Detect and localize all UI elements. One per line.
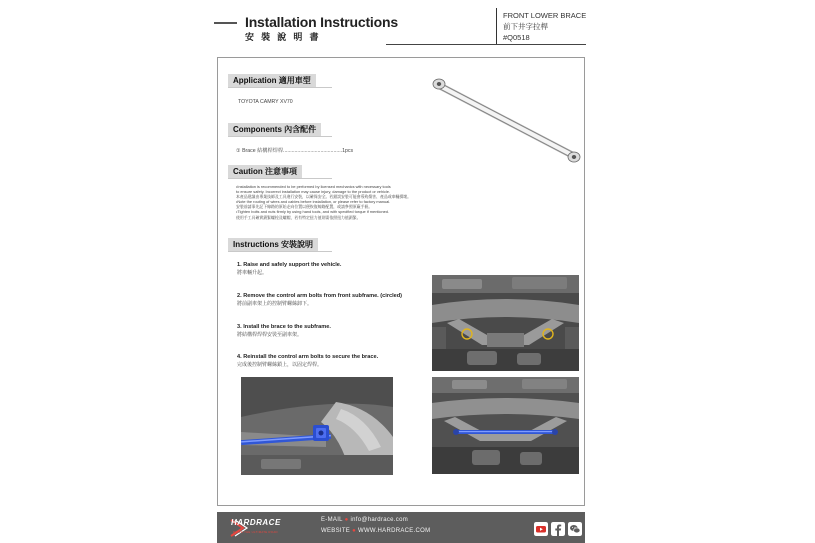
instructions-heading-zh: 安裝說明 xyxy=(281,239,314,249)
website-line: WEBSITE ● WWW.HARDRACE.COM xyxy=(321,528,431,534)
product-name-zh: 前下井字拉桿 xyxy=(503,22,548,31)
subframe-photo xyxy=(432,275,579,371)
application-heading-en: Application xyxy=(233,76,277,85)
product-code: #Q0518 xyxy=(503,33,530,42)
step-2 xyxy=(237,293,402,307)
header-accent-rule xyxy=(214,22,237,24)
step-2-text: 2. Remove the control arm bolts from front subframe. (circled) xyxy=(237,293,403,299)
header-divider xyxy=(496,8,497,44)
facebook-icon[interactable] xyxy=(551,522,565,536)
step-1 xyxy=(237,262,341,276)
website-label: WEBSITE xyxy=(321,528,351,534)
step-3 xyxy=(237,324,331,338)
component-item: ① Brace 結構桿焊桿.........................................1pcs xyxy=(236,148,354,154)
instructions-rule xyxy=(228,251,332,252)
instructions-heading-en: Instructions xyxy=(233,240,279,249)
caution-heading xyxy=(228,165,302,178)
caution-line: 安裝前請事先記下線路的原始走向位置以便恢復線路配置，或請參照原廠手冊。 xyxy=(236,204,373,210)
page-title: Installation Instructions xyxy=(245,14,398,30)
caution-list xyxy=(236,184,436,220)
application-heading-zh: 適用車型 xyxy=(278,75,311,85)
email-link[interactable]: info@hardrace.com xyxy=(350,517,409,523)
caution-heading-en: Caution xyxy=(233,167,263,176)
brace-closeup-photo xyxy=(241,377,393,475)
step-3-text-zh: 將結構桿焊桿安裝至副車架。 xyxy=(237,332,303,338)
caution-line: •Tighten bolts and nuts firmly by using hand tools, and with specified torque if mentioned. xyxy=(236,209,390,215)
step-4 xyxy=(237,354,378,368)
brace-installed-photo xyxy=(432,377,579,474)
components-rule xyxy=(228,136,332,137)
step-1-text-zh: 將車輛升起。 xyxy=(237,270,268,276)
product-info xyxy=(503,10,586,43)
caution-rule xyxy=(228,178,332,179)
step-4-text-zh: 完成後控制臂螺絲鎖上，以固定焊桿。 xyxy=(237,362,323,368)
caution-line: 使用手工具確實鎖緊螺栓及螺帽，若有特定扭力值則需依照扭力值鎖緊。 xyxy=(236,214,361,220)
email-line: E-MAIL ● info@hardrace.com xyxy=(321,517,409,523)
step-2-text-zh: 將前副車架上的控制臂螺絲卸下。 xyxy=(237,301,313,307)
application-heading xyxy=(228,74,316,87)
brand-name: HARDRACE xyxy=(231,518,281,527)
step-4-text: 4. Reinstall the control arm bolts to secure the brace. xyxy=(237,354,379,360)
product-name: FRONT LOWER BRACE xyxy=(503,11,587,20)
vehicle-model: TOYOTA CAMRY XV70 xyxy=(238,99,293,105)
footer-bar xyxy=(217,512,585,543)
youtube-icon[interactable] xyxy=(534,522,548,536)
brand-tagline: DRIVE THE ULTIMATE ROAD xyxy=(233,530,278,534)
brace-illustration xyxy=(428,72,584,168)
caution-line: •Note the routing of wires and cables before installation, or please refer to factory manual. xyxy=(236,199,391,205)
header-underline xyxy=(386,44,586,45)
components-heading-zh: 內含配件 xyxy=(284,124,317,134)
website-link[interactable]: WWW.HARDRACE.COM xyxy=(357,528,431,534)
page-subtitle: 安 裝 說 明 書 xyxy=(245,33,321,43)
caution-line: •Installation is recommended to be performed by licensed mechanics with necessary tools xyxy=(236,184,391,189)
step-3-text: 3. Install the brace to the subframe. xyxy=(237,324,331,330)
components-heading-en: Components xyxy=(233,125,282,134)
email-label: E-MAIL xyxy=(321,517,343,523)
caution-line: to ensure safety. Incorrect installation may cause injury, damage to the product or vehicle. xyxy=(236,189,391,195)
wechat-icon[interactable] xyxy=(568,522,582,536)
step-1-text: 1. Raise and safely support the vehicle. xyxy=(237,262,342,268)
instructions-heading xyxy=(228,238,318,251)
caution-heading-zh: 注意事項 xyxy=(265,166,298,176)
caution-line: 本產品建議由專業技師及工具進行安裝，以確保安全。若錯誤安裝可能會導致傷害、產品或車輛損壞。 xyxy=(236,194,412,200)
components-heading xyxy=(228,123,321,136)
application-rule xyxy=(228,87,332,88)
